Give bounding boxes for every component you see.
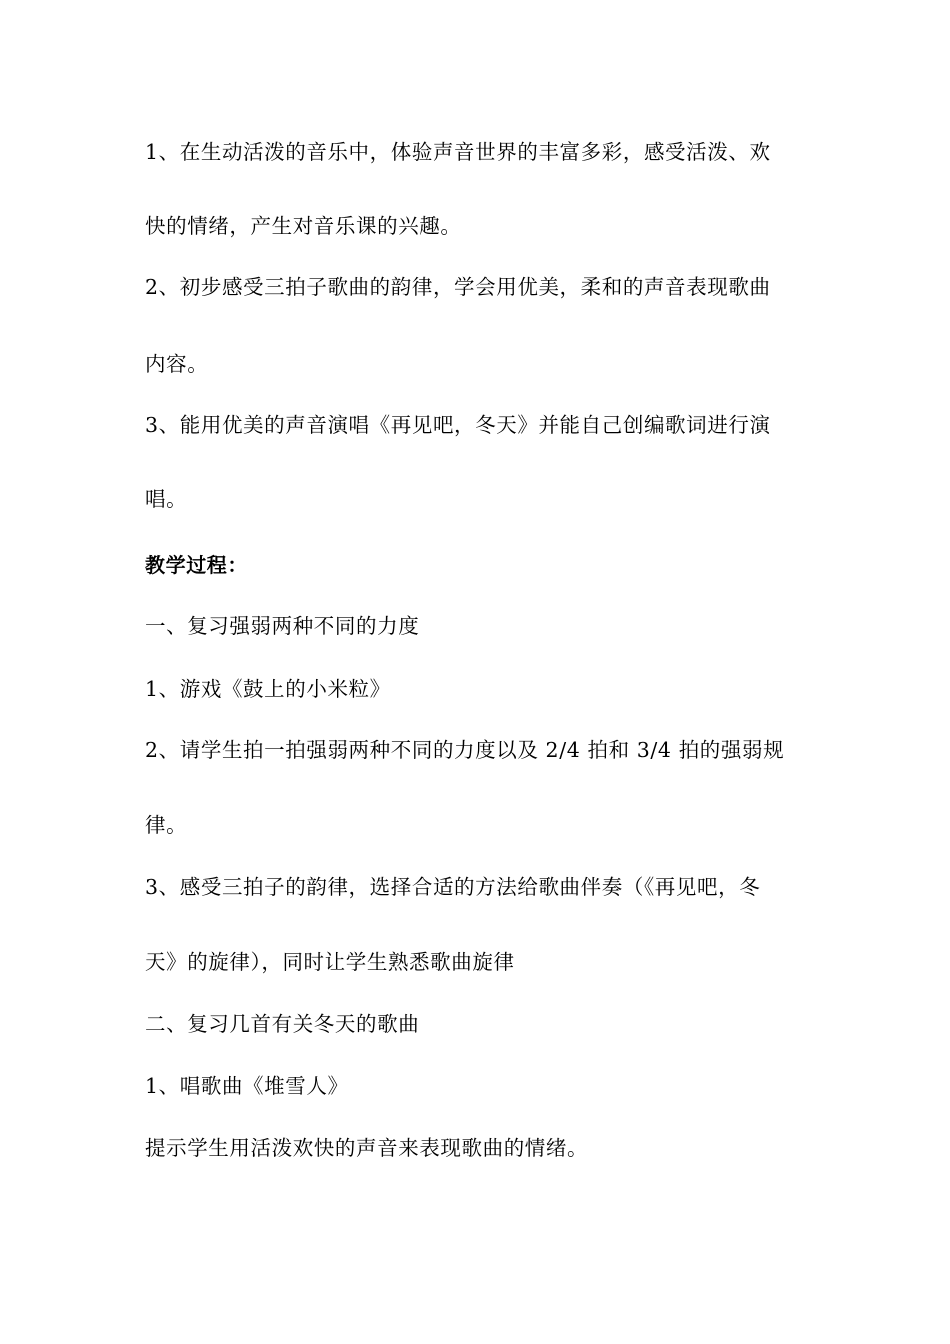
step-2-line-1: 2、请学生拍一拍强弱两种不同的力度以及 2/4 拍和 3/4 拍的强弱规 xyxy=(145,738,785,762)
objective-1-line-2: 快的情绪，产生对音乐课的兴趣。 xyxy=(145,214,462,238)
section-heading-teaching-process: 教学过程： xyxy=(145,553,248,577)
step-2-line-2: 律。 xyxy=(145,813,188,837)
objective-2-line-1: 2、初步感受三拍子歌曲的韵律，学会用优美，柔和的声音表现歌曲 xyxy=(145,275,771,299)
section-one-heading: 一、复习强弱两种不同的力度 xyxy=(145,614,420,638)
step-3-line-2: 天》的旋律），同时让学生熟悉歌曲旋律 xyxy=(145,950,515,974)
objective-1-line-1: 1、在生动活泼的音乐中，体验声音世界的丰富多彩，感受活泼、欢 xyxy=(145,140,771,164)
step-3-line-1: 3、感受三拍子的韵律，选择合适的方法给歌曲伴奏（《再见吧，冬 xyxy=(145,875,761,899)
objective-3-line-2: 唱。 xyxy=(145,487,188,511)
song-hint-line: 提示学生用活泼欢快的声音来表现歌曲的情绪。 xyxy=(145,1136,589,1160)
objective-2-line-2: 内容。 xyxy=(145,352,209,376)
step-1-line: 1、游戏《鼓上的小米粒》 xyxy=(145,677,391,701)
song-step-1-line: 1、唱歌曲《堆雪人》 xyxy=(145,1074,349,1098)
objective-3-line-1: 3、能用优美的声音演唱《再见吧，冬天》并能自己创编歌词进行演 xyxy=(145,413,771,437)
section-two-heading: 二、复习几首有关冬天的歌曲 xyxy=(145,1012,420,1036)
